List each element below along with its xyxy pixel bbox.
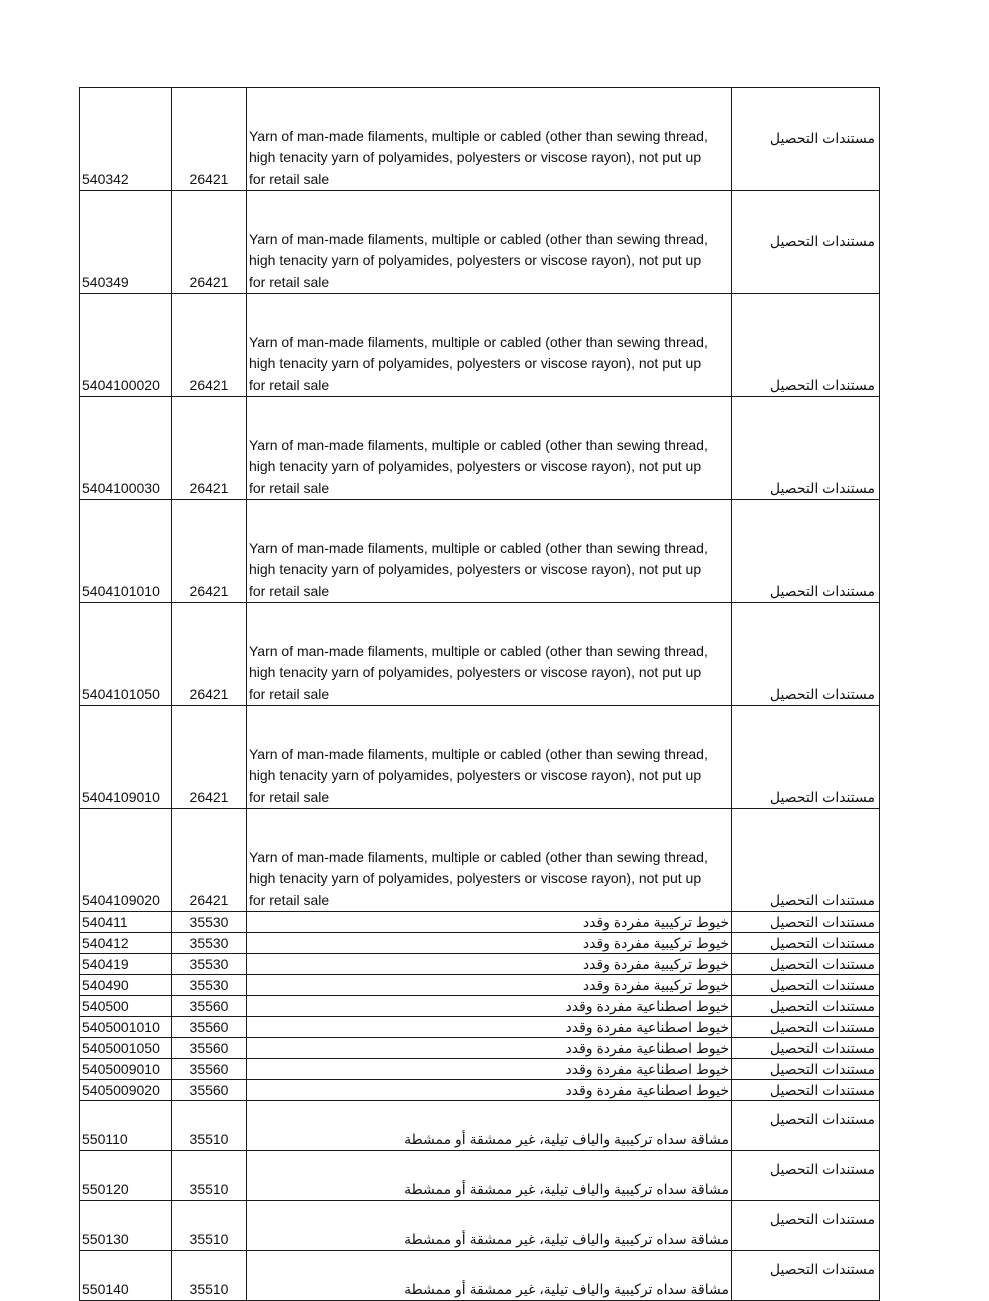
table-row [80,1059,880,1080]
document-cell: مستندات التحصيل [732,191,880,294]
table-row [80,809,880,912]
document-cell: مستندات التحصيل [732,706,880,809]
document-cell: مستندات التحصيل [732,294,880,397]
hs-code-cell: 540500 [80,996,172,1017]
description-cell: مشاقة سداه تركيبية والياف تيلية، غير ممشقة أو ممشطة [247,1201,732,1251]
table-row [80,500,880,603]
document-cell: مستندات التحصيل [732,1080,880,1101]
hs-code-cell: 540490 [80,975,172,996]
hs-code-cell: 540411 [80,912,172,933]
hs-code-cell: 5404101050 [80,603,172,706]
document-cell: مستندات التحصيل [732,1059,880,1080]
product-code-cell: 35530 [172,975,247,996]
hs-code-cell: 5404100030 [80,397,172,500]
document-cell: مستندات التحصيل [732,603,880,706]
description-cell: خيوط تركيبية مفردة وقدد [247,954,732,975]
product-code-cell: 35560 [172,1038,247,1059]
document-cell: مستندات التحصيل [732,397,880,500]
document-cell: مستندات التحصيل [732,809,880,912]
table-row [80,933,880,954]
hs-code-cell: 550110 [80,1101,172,1151]
hs-code-cell: 5405009020 [80,1080,172,1101]
product-code-cell: 35560 [172,1017,247,1038]
description-cell: Yarn of man-made filaments, multiple or cabled (other than sewing thread, high tenacity yarn of polyamides, polyesters or viscose rayon), not put up for retail sale [247,397,732,500]
document-cell: مستندات التحصيل [732,1038,880,1059]
description-cell: خيوط تركيبية مفردة وقدد [247,912,732,933]
document-cell: مستندات التحصيل [732,954,880,975]
document-cell: مستندات التحصيل [732,88,880,191]
description-cell: Yarn of man-made filaments, multiple or cabled (other than sewing thread, high tenacity yarn of polyamides, polyesters or viscose rayon), not put up for retail sale [247,88,732,191]
product-code-cell: 35510 [172,1151,247,1201]
document-cell: مستندات التحصيل [732,933,880,954]
hs-code-cell: 550120 [80,1151,172,1201]
description-cell: Yarn of man-made filaments, multiple or cabled (other than sewing thread, high tenacity yarn of polyamides, polyesters or viscose rayon), not put up for retail sale [247,294,732,397]
table-row [80,1251,880,1301]
document-cell: مستندات التحصيل [732,912,880,933]
product-code-cell: 35530 [172,912,247,933]
hs-code-cell: 540342 [80,88,172,191]
document-cell: مستندات التحصيل [732,1101,880,1151]
table-row [80,603,880,706]
table-row [80,996,880,1017]
hs-code-cell: 550130 [80,1201,172,1251]
product-code-cell: 26421 [172,294,247,397]
table-row [80,1201,880,1251]
product-code-cell: 35560 [172,996,247,1017]
product-code-cell: 26421 [172,706,247,809]
document-cell: مستندات التحصيل [732,500,880,603]
description-cell: خيوط اصطناعية مفردة وقدد [247,1059,732,1080]
hs-code-cell: 550140 [80,1251,172,1301]
table-row [80,1038,880,1059]
hs-code-cell: 5405001010 [80,1017,172,1038]
table-row [80,1080,880,1101]
hs-code-cell: 5404109020 [80,809,172,912]
table-row [80,294,880,397]
description-cell: خيوط تركيبية مفردة وقدد [247,975,732,996]
product-code-cell: 35510 [172,1101,247,1151]
product-code-cell: 26421 [172,809,247,912]
description-cell: مشاقة سداه تركيبية والياف تيلية، غير ممشقة أو ممشطة [247,1251,732,1301]
product-code-cell: 35560 [172,1059,247,1080]
description-cell: مشاقة سداه تركيبية والياف تيلية، غير ممشقة أو ممشطة [247,1151,732,1201]
table-row [80,191,880,294]
hs-code-cell: 540419 [80,954,172,975]
hs-code-cell: 5404109010 [80,706,172,809]
hs-code-cell: 540349 [80,191,172,294]
description-cell: Yarn of man-made filaments, multiple or cabled (other than sewing thread, high tenacity yarn of polyamides, polyesters or viscose rayon), not put up for retail sale [247,603,732,706]
description-cell: Yarn of man-made filaments, multiple or cabled (other than sewing thread, high tenacity yarn of polyamides, polyesters or viscose rayon), not put up for retail sale [247,706,732,809]
description-cell: مشاقة سداه تركيبية والياف تيلية، غير ممشقة أو ممشطة [247,1101,732,1151]
product-code-cell: 26421 [172,88,247,191]
description-cell: خيوط اصطناعية مفردة وقدد [247,1017,732,1038]
description-cell: خيوط اصطناعية مفردة وقدد [247,1038,732,1059]
table-row [80,1101,880,1151]
description-cell: خيوط تركيبية مفردة وقدد [247,933,732,954]
table-row [80,1017,880,1038]
product-code-cell: 26421 [172,500,247,603]
table-row [80,88,880,191]
product-code-cell: 35530 [172,933,247,954]
product-code-cell: 26421 [172,603,247,706]
document-cell: مستندات التحصيل [732,1201,880,1251]
document-cell: مستندات التحصيل [732,1017,880,1038]
hs-code-cell: 5404101010 [80,500,172,603]
document-cell: مستندات التحصيل [732,1251,880,1301]
hs-code-cell: 5404100020 [80,294,172,397]
table-row [80,954,880,975]
product-code-cell: 35560 [172,1080,247,1101]
table-row [80,706,880,809]
hs-code-cell: 5405009010 [80,1059,172,1080]
description-cell: Yarn of man-made filaments, multiple or cabled (other than sewing thread, high tenacity yarn of polyamides, polyesters or viscose rayon), not put up for retail sale [247,191,732,294]
product-code-cell: 26421 [172,191,247,294]
description-cell: خيوط اصطناعية مفردة وقدد [247,996,732,1017]
table-row [80,975,880,996]
table-row [80,397,880,500]
document-cell: مستندات التحصيل [732,996,880,1017]
product-code-cell: 26421 [172,397,247,500]
product-code-cell: 35510 [172,1201,247,1251]
document-cell: مستندات التحصيل [732,975,880,996]
tariff-table [79,87,880,1301]
document-cell: مستندات التحصيل [732,1151,880,1201]
table-row [80,1151,880,1201]
hs-code-cell: 540412 [80,933,172,954]
product-code-cell: 35530 [172,954,247,975]
hs-code-cell: 5405001050 [80,1038,172,1059]
description-cell: خيوط اصطناعية مفردة وقدد [247,1080,732,1101]
table-row [80,912,880,933]
product-code-cell: 35510 [172,1251,247,1301]
description-cell: Yarn of man-made filaments, multiple or cabled (other than sewing thread, high tenacity yarn of polyamides, polyesters or viscose rayon), not put up for retail sale [247,500,732,603]
description-cell: Yarn of man-made filaments, multiple or cabled (other than sewing thread, high tenacity yarn of polyamides, polyesters or viscose rayon), not put up for retail sale [247,809,732,912]
